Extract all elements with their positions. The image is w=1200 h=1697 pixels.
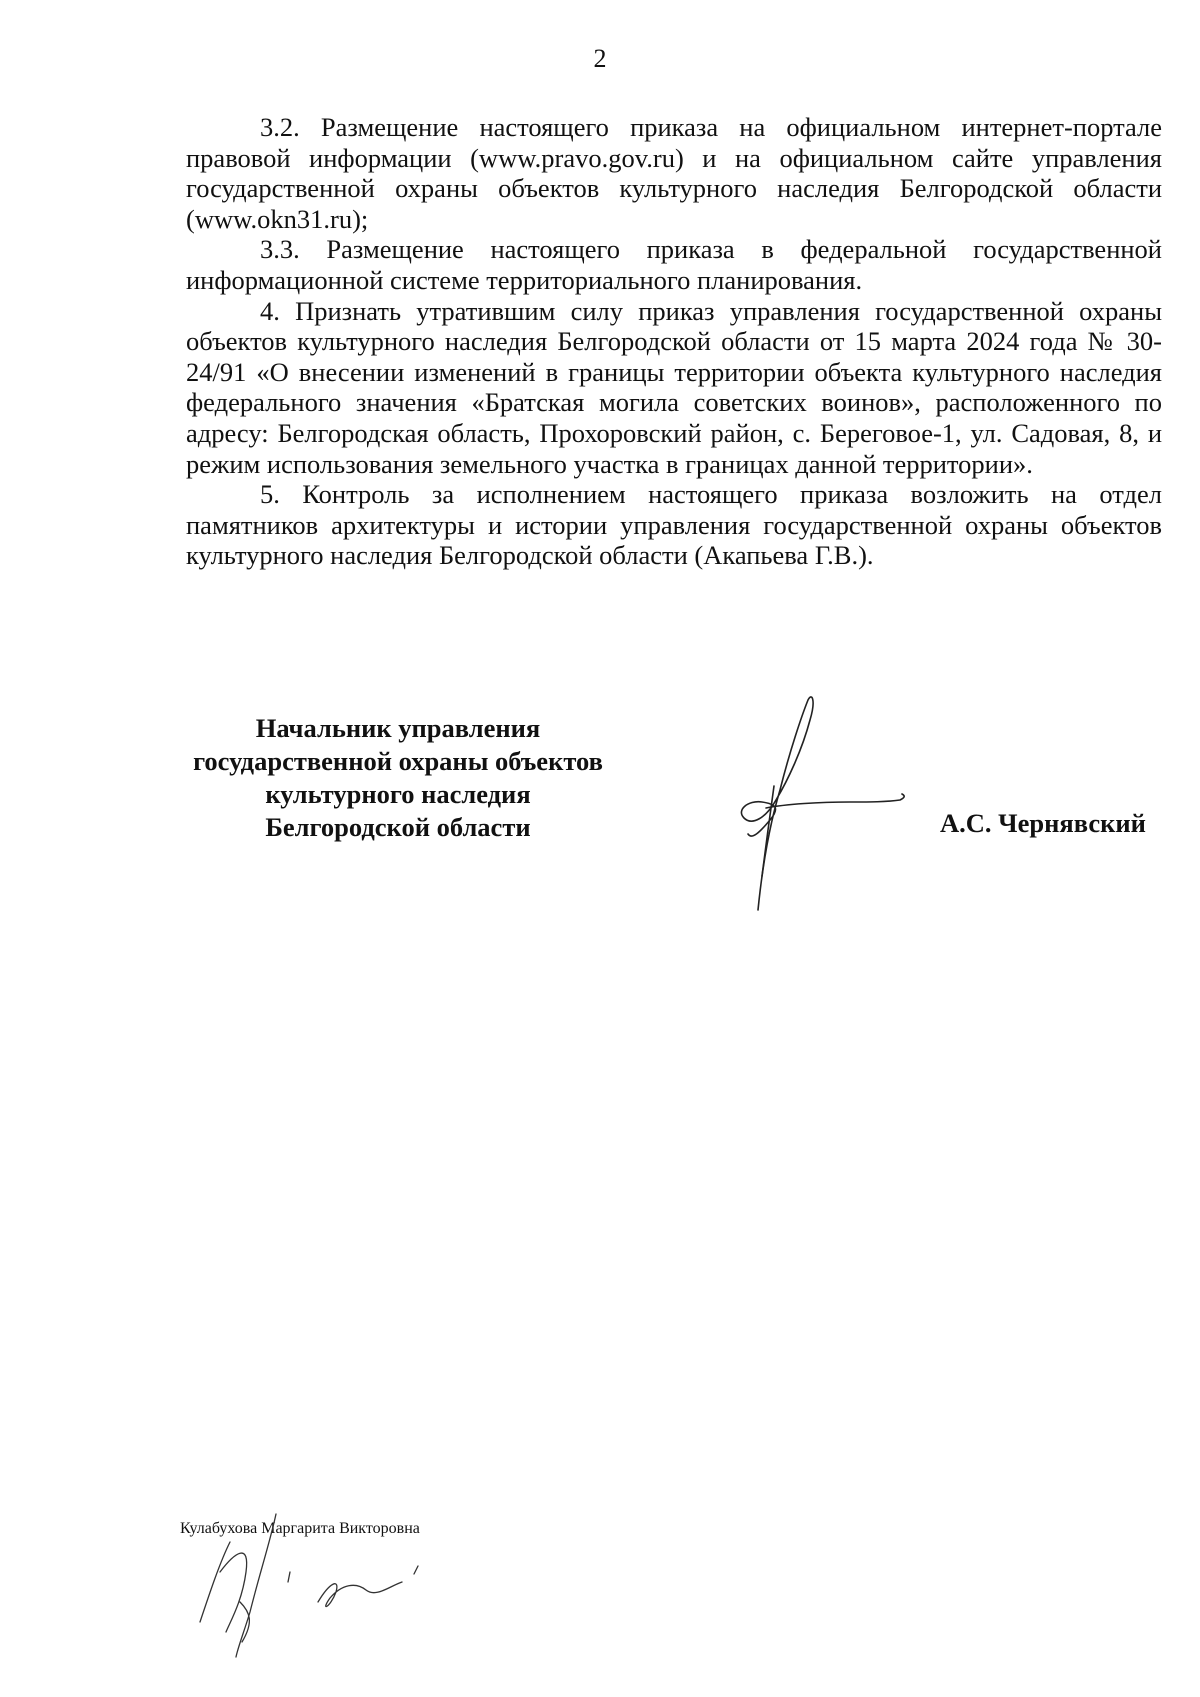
signatory-title-line: Белгородской области — [265, 812, 531, 842]
signatory-title-line: Начальник управления — [255, 713, 541, 743]
paragraph-3-2: 3.2. Размещение настоящего приказа на официальном интернет-портале правовой информации (www.pravo.gov.ru) и на официальном сайте управления государственной охраны объектов культурного наследия Белгородской области (www.okn31.ru); — [186, 112, 1162, 234]
signatory-title-line: культурного наследия — [265, 779, 531, 809]
executor-signatures — [180, 1512, 480, 1662]
signatory-name: А.С. Чернявский — [940, 808, 1146, 838]
page-number: 2 — [593, 44, 607, 73]
signatory-title-line: государственной охраны объектов — [193, 746, 603, 776]
paragraph-5: 5. Контроль за исполнением настоящего приказа возложить на отдел памятников архитектуры и истории управления государственной охраны объектов культурного наследия Белгородской области (Акапьева Г.В.). — [186, 479, 1162, 571]
paragraph-4: 4. Признать утратившим силу приказ управления государственной охраны объектов культурного наследия Белгородской области от 15 марта 2024 года № 30-24/91 «О внесении изменений в границы территории объекта культурного наследия федерального значения «Братская могила советских воинов», расположенного по адресу: Белгородская область, Прохоровский район, с. Береговое-1, ул. Садовая, 8, и режим использования земельного участка в границах данной территории». — [186, 295, 1162, 479]
executor-name: Кулабухова Маргарита Викторовна — [180, 1520, 420, 1537]
handwritten-signature — [690, 690, 930, 920]
signatory-title — [168, 712, 628, 844]
paragraph-3-3: 3.3. Размещение настоящего приказа в федеральной государственной информационной системе территориального планирования. — [186, 234, 1162, 295]
order-body — [186, 112, 1162, 571]
